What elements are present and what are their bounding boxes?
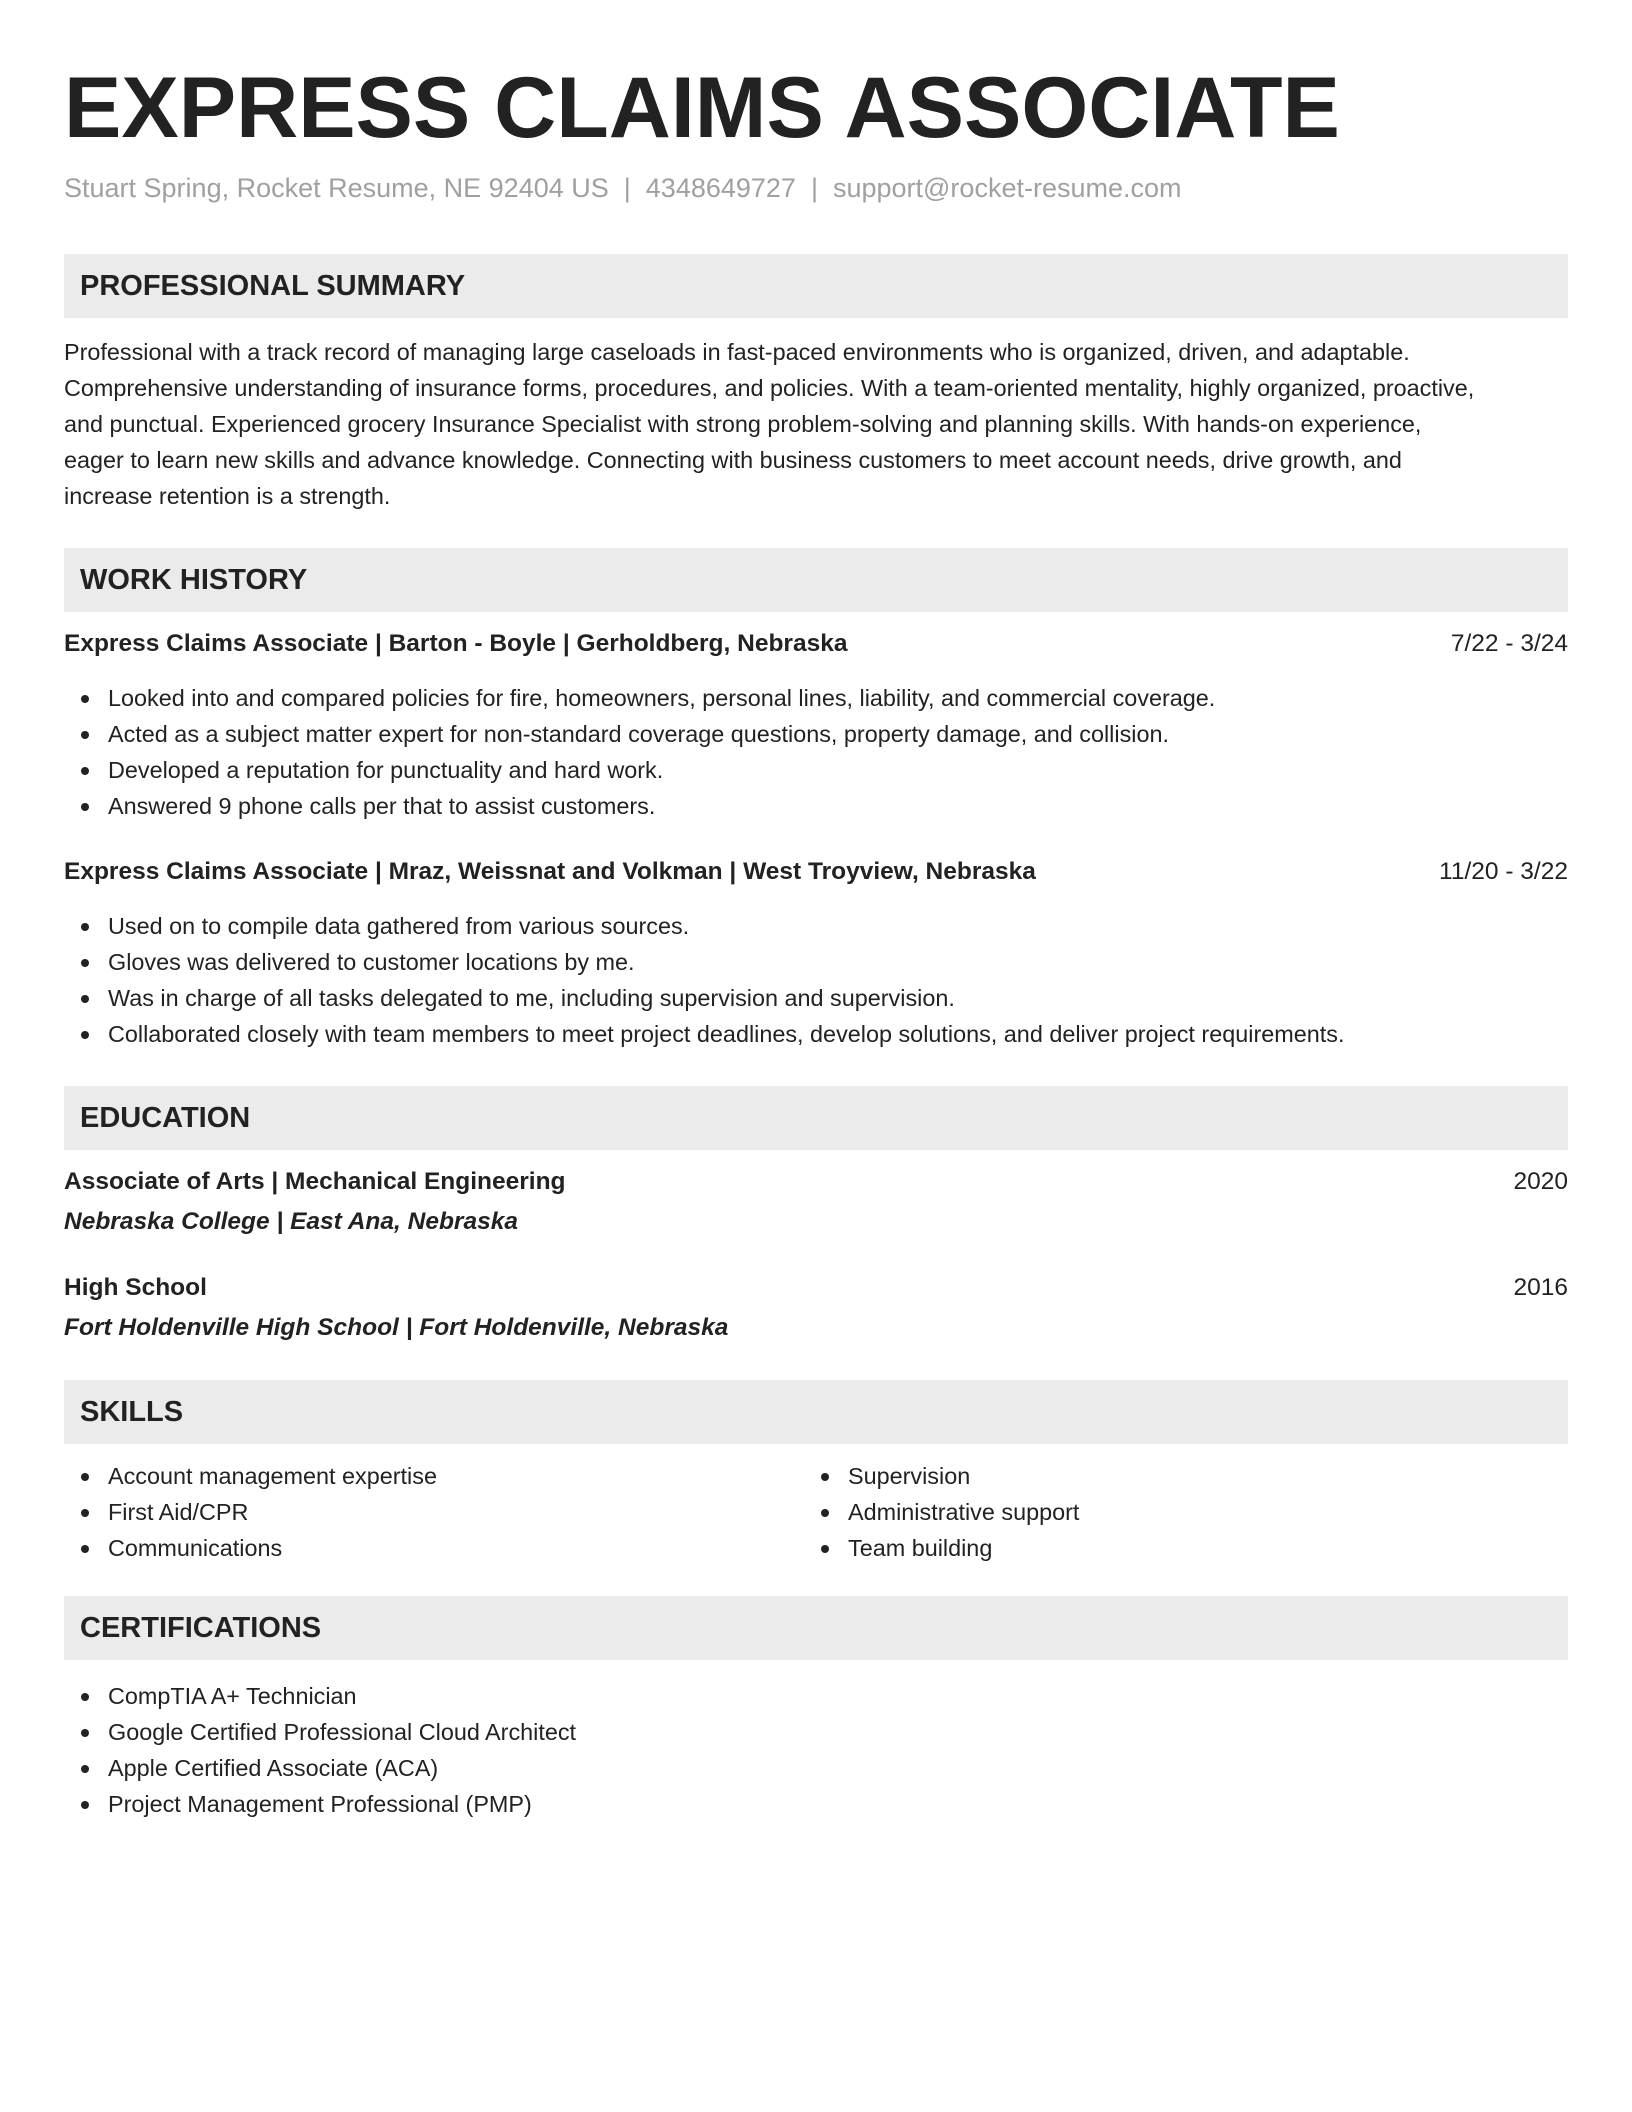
section-header-work-history: WORK HISTORY <box>64 548 1568 612</box>
skill-item: Account management expertise <box>64 1458 804 1494</box>
job-duty: Looked into and compared policies for fire, homeowners, personal lines, liability, and commercial coverage. <box>64 680 1568 716</box>
skill-item: Supervision <box>804 1458 1544 1494</box>
job-dates: 11/20 - 3/22 <box>1439 858 1568 885</box>
job-title: Express Claims Associate | Mraz, Weissnat and Volkman | West Troyview, Nebraska <box>64 858 1036 885</box>
education-degree: Associate of Arts | Mechanical Engineering <box>64 1168 566 1195</box>
education-heading <box>64 1270 1568 1306</box>
contact-separator: | <box>810 173 818 203</box>
job-duty: Answered 9 phone calls per that to assist customers. <box>64 788 1568 824</box>
skill-item: First Aid/CPR <box>64 1494 804 1530</box>
job-duties <box>64 908 1568 1052</box>
summary-line: and punctual. Experienced grocery Insurance Specialist with strong problem-solving and planning skills. With hands-on experience, <box>64 411 1422 437</box>
job-duty: Was in charge of all tasks delegated to me, including supervision and supervision. <box>64 980 1568 1016</box>
resume-page <box>64 0 1568 1822</box>
education-year: 2016 <box>1513 1274 1568 1301</box>
job-duties <box>64 680 1568 824</box>
certification-item: Google Certified Professional Cloud Architect <box>64 1714 1568 1750</box>
contact-email: support@rocket-resume.com <box>832 173 1182 203</box>
summary-line: Comprehensive understanding of insurance forms, procedures, and policies. With a team-oriented mentality, highly organized, proactive, <box>64 375 1475 401</box>
job-duty: Used on to compile data gathered from various sources. <box>64 908 1568 944</box>
resume-title: EXPRESS CLAIMS ASSOCIATE <box>64 60 1340 156</box>
job-title: Express Claims Associate | Barton - Boyle | Gerholdberg, Nebraska <box>64 630 848 657</box>
contact-line <box>64 170 1568 206</box>
skills-list <box>64 1458 1568 1566</box>
education-entry <box>64 1270 1568 1346</box>
education-school: Fort Holdenville High School | Fort Holdenville, Nebraska <box>64 1314 729 1341</box>
section-header-summary: PROFESSIONAL SUMMARY <box>64 254 1568 318</box>
summary-line: Professional with a track record of managing large caseloads in fast-paced environments who is organized, driven, and adaptable. <box>64 339 1410 365</box>
skill-item: Communications <box>64 1530 804 1566</box>
contact-phone: 4348649727 <box>645 173 796 203</box>
certification-item: Apple Certified Associate (ACA) <box>64 1750 1568 1786</box>
certification-item: Project Management Professional (PMP) <box>64 1786 1568 1822</box>
skills-column-left <box>64 1458 804 1566</box>
certifications-list <box>64 1678 1568 1822</box>
section-header-certifications: CERTIFICATIONS <box>64 1596 1568 1660</box>
skill-item: Team building <box>804 1530 1544 1566</box>
job-duty: Developed a reputation for punctuality and hard work. <box>64 752 1568 788</box>
job-heading <box>64 854 1568 890</box>
job-duty: Acted as a subject matter expert for non-standard coverage questions, property damage, and collision. <box>64 716 1568 752</box>
education-year: 2020 <box>1513 1168 1568 1195</box>
summary-line: eager to learn new skills and advance knowledge. Connecting with business customers to meet account needs, drive growth, and <box>64 447 1402 473</box>
job-duty: Gloves was delivered to customer locations by me. <box>64 944 1568 980</box>
education-heading <box>64 1164 1568 1200</box>
summary-line: increase retention is a strength. <box>64 483 391 509</box>
job-heading <box>64 626 1568 662</box>
education-degree: High School <box>64 1274 207 1301</box>
job-dates: 7/22 - 3/24 <box>1450 630 1568 657</box>
skills-column-right <box>804 1458 1544 1566</box>
education-entry <box>64 1164 1568 1240</box>
job-entry <box>64 626 1568 824</box>
section-header-skills: SKILLS <box>64 1380 1568 1444</box>
summary-text <box>64 334 1568 514</box>
contact-separator: | <box>623 173 631 203</box>
contact-address: Stuart Spring, Rocket Resume, NE 92404 US <box>64 173 609 203</box>
certification-item: CompTIA A+ Technician <box>64 1678 1568 1714</box>
job-duty: Collaborated closely with team members to meet project deadlines, develop solutions, and deliver project requirements. <box>64 1016 1568 1052</box>
education-school: Nebraska College | East Ana, Nebraska <box>64 1208 518 1235</box>
section-header-education: EDUCATION <box>64 1086 1568 1150</box>
job-entry <box>64 854 1568 1052</box>
skill-item: Administrative support <box>804 1494 1544 1530</box>
